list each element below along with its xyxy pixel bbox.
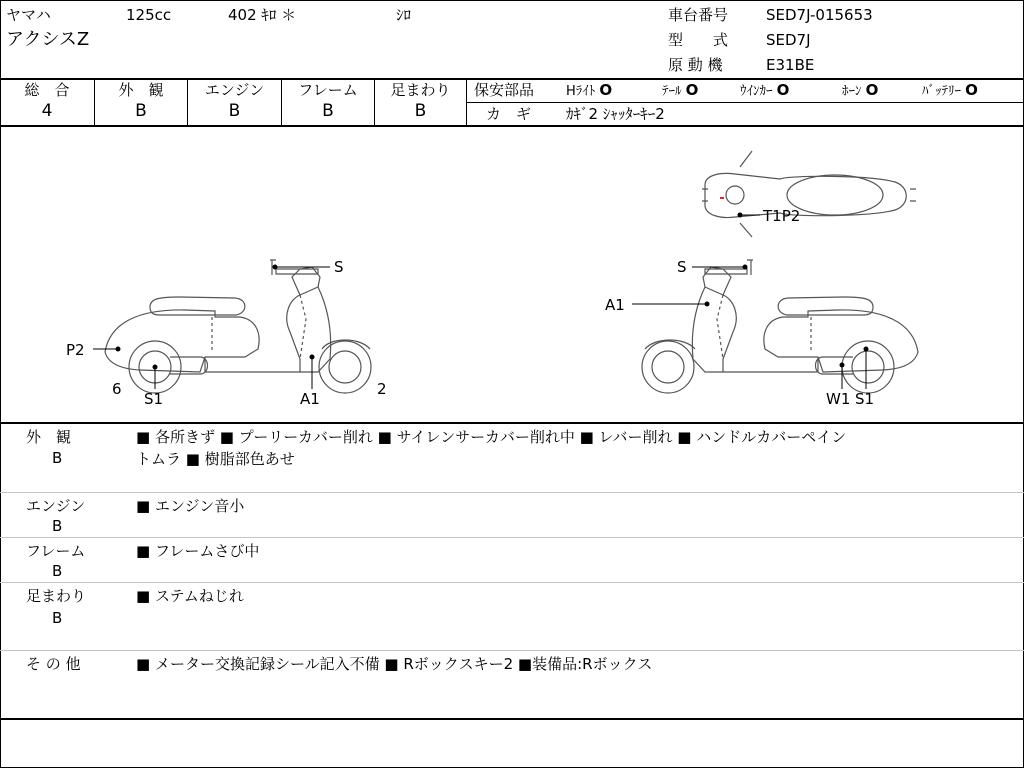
grade-top-rule [0, 78, 1024, 80]
body-color: ｼﾛ [396, 6, 412, 24]
note-text-engine: ■ エンジン音小 [136, 497, 245, 515]
frame-no: SED7J-015653 [766, 6, 873, 24]
note-grade-engine: B [52, 517, 63, 535]
grade-label-overall: 総 合 [24, 81, 70, 99]
maker: ヤマハ [6, 6, 51, 24]
horn-mark: O [865, 81, 879, 99]
model-name: アクシスZ [6, 29, 90, 50]
label-right-s1: S1 [855, 390, 875, 408]
label-left-s1: S1 [144, 390, 164, 408]
safety-label: 保安部品 [474, 81, 535, 99]
safety-item-tail: ﾃｰﾙ O [662, 81, 699, 99]
label-right-w1: W1 [826, 390, 851, 408]
grade-label-exterior: 外 観 [118, 81, 164, 99]
label-left-2: 2 [377, 380, 387, 398]
engine-value: E31BE [766, 56, 815, 74]
engine-label: 原 動 機 [668, 56, 723, 74]
type-value: SED7J [766, 31, 811, 49]
label-right-a1: A1 [605, 296, 625, 314]
grade-value-engine: B [228, 101, 241, 121]
safety-item-headlight: Hﾗｲﾄ O [566, 81, 613, 99]
headlight-mark: O [599, 81, 613, 99]
key-value: ｶｷﾞ2 ｼｬｯﾀｰｷｰ2 [566, 105, 665, 123]
diagram-callouts [93, 213, 868, 389]
scooter-top-view [702, 151, 916, 237]
notes-bottom-rule [0, 718, 1024, 720]
note-label-engine: エンジン [26, 497, 86, 515]
note-text-other: ■ メーター交換記録シール記入不備 ■ Rボックスキー2 ■装備品:Rボックス [136, 655, 653, 673]
type-label: 型 式 [668, 31, 729, 49]
displacement: 125cc [126, 6, 172, 24]
note-grade-exterior: B [52, 449, 63, 467]
note-label-suspension: 足まわり [26, 587, 87, 605]
scooter-left-side [105, 260, 371, 393]
note-label-other: そ の 他 [26, 655, 81, 673]
note-text-exterior-1: ■ 各所きず ■ プーリーカバー削れ ■ サイレンサーカバー削れ中 ■ レバー削れ ■ ハンドルカバーペイン [136, 428, 847, 446]
label-top-t1p2: T1P2 [763, 207, 801, 225]
note-label-frame: フレーム [26, 542, 86, 560]
battery-mark: O [965, 81, 978, 99]
frame-no-label: 車台番号 [668, 6, 729, 24]
grade-value-overall: 4 [41, 101, 53, 121]
safety-item-horn: ﾎｰﾝ O [842, 81, 879, 99]
safety-mid-rule [467, 102, 1024, 103]
mileage: 402 ｷﾛ ＊ [228, 6, 297, 24]
winker-mark: O [776, 81, 790, 99]
label-left-p2: P2 [66, 341, 85, 359]
damage-diagram [0, 127, 1024, 422]
grade-label-suspension: 足まわり [390, 81, 451, 99]
note-text-suspension: ■ ステムねじれ [136, 587, 244, 605]
note-text-exterior-2: トムラ ■ 樹脂部色あせ [136, 450, 295, 468]
label-left-s: S [334, 258, 344, 276]
notes-top-rule [0, 422, 1024, 424]
safety-item-battery: ﾊﾞｯﾃﾘｰ O [922, 81, 978, 99]
grade-value-suspension: B [414, 101, 427, 121]
label-right-s: S [677, 258, 687, 276]
grade-value-exterior: B [135, 101, 147, 121]
key-label: カ ギ [486, 105, 532, 123]
note-grade-suspension: B [52, 609, 63, 627]
tail-mark: O [685, 81, 699, 99]
grade-label-frame: フレーム [298, 81, 358, 99]
grade-label-engine: エンジン [204, 81, 265, 99]
note-text-frame: ■ フレームさび中 [136, 542, 260, 560]
note-label-exterior: 外 観 [26, 428, 72, 446]
scooter-right-side [642, 260, 918, 393]
label-left-a1: A1 [300, 390, 320, 408]
safety-item-winker: ｳｲﾝｶｰ O [740, 81, 790, 99]
note-grade-frame: B [52, 562, 63, 580]
grade-value-frame: B [322, 101, 334, 121]
label-left-6: 6 [112, 380, 122, 398]
